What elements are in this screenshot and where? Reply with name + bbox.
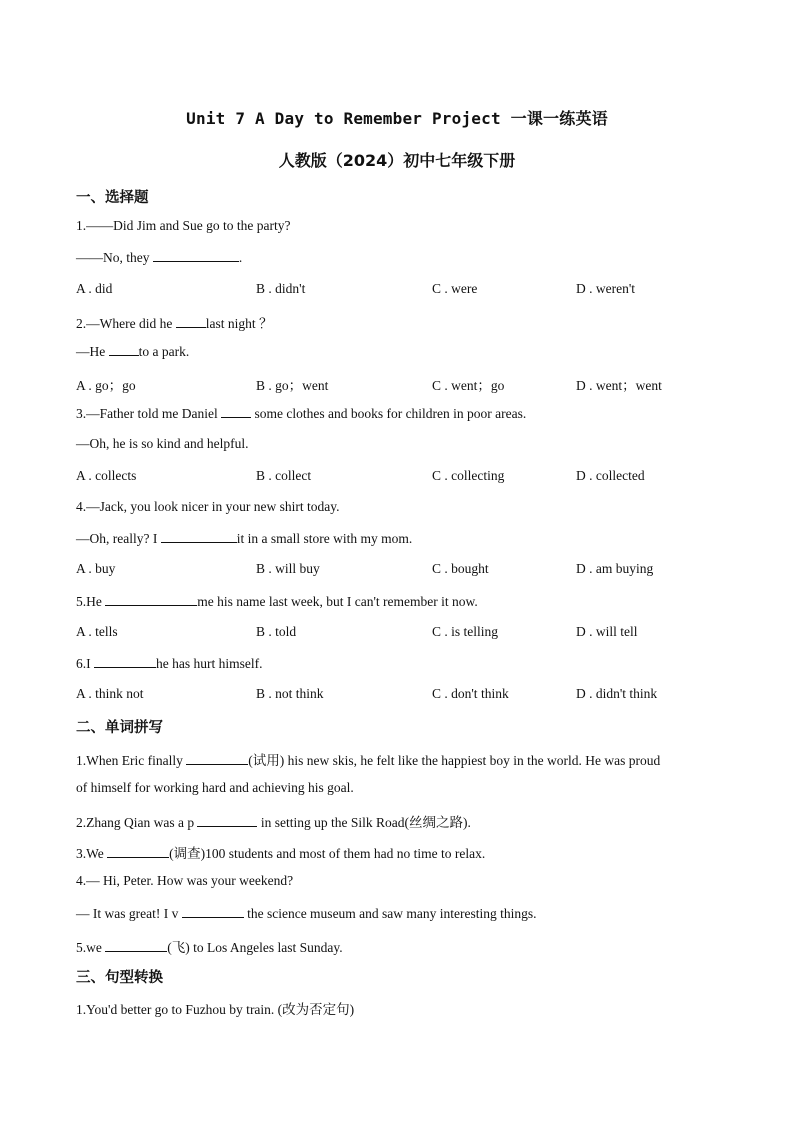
question-6-option-c[interactable]: C . don't think [432,686,509,701]
question-5-option-a[interactable]: A . tells [76,624,118,639]
question-2-option-a[interactable]: A . go；go [76,378,136,393]
question-1-option-a[interactable]: A . did [76,281,113,296]
transform-1: 1.You'd better go to Fuzhou by train. (改为否定句) [76,1002,355,1017]
section-heading-spelling: 二、单词拼写 [76,720,163,736]
question-1-option-b[interactable]: B . didn't [256,281,306,296]
spelling-4-question: 4.— Hi, Peter. How was your weekend? [76,873,294,888]
question-4-answer-line: —Oh, really? I it in a small store with my mom. [76,531,413,546]
answer-blank[interactable] [107,845,169,858]
section-heading-multiple-choice: 一、选择题 [76,190,149,206]
question-5-option-c[interactable]: C . is telling [432,624,499,639]
question-1-option-c[interactable]: C . were [432,281,478,296]
question-6-option-a[interactable]: A . think not [76,686,144,701]
question-2-stem: 2.—Where did he last night ？ [76,316,273,331]
spelling-4-answer: — It was great! I v the science museum and saw many interesting things. [76,906,537,921]
question-3-option-c[interactable]: C . collecting [432,468,505,483]
answer-blank[interactable] [182,905,244,918]
question-1-answer-line: ——No, they . [76,250,243,265]
question-3-reply: —Oh, he is so kind and helpful. [76,436,249,451]
question-4-option-d[interactable]: D . am buying [576,561,654,576]
section-heading-transformation: 三、句型转换 [76,970,163,986]
question-5-option-d[interactable]: D . will tell [576,624,638,639]
spelling-3: 3.We (调查)100 students and most of them had no time to relax. [76,846,486,861]
question-1-option-d[interactable]: D . weren't [576,281,636,296]
question-4-option-b[interactable]: B . will buy [256,561,320,576]
question-5-option-b[interactable]: B . told [256,624,297,639]
answer-blank[interactable] [94,655,156,668]
answer-blank[interactable] [109,343,139,356]
spelling-2: 2.Zhang Qian was a p in setting up the Silk Road(丝绸之路). [76,815,471,830]
question-3-option-d[interactable]: D . collected [576,468,645,483]
worksheet-subtitle: 人教版（2024）初中七年级下册 [278,151,516,170]
answer-blank[interactable] [105,939,167,952]
question-6-stem: 6.I he has hurt himself. [76,656,263,671]
question-3-option-a[interactable]: A . collects [76,468,137,483]
question-2-option-c[interactable]: C . went；go [432,378,505,393]
question-3-stem: 3.—Father told me Daniel some clothes and books for children in poor areas. [76,406,527,421]
question-1-stem: 1.——Did Jim and Sue go to the party? [76,218,291,233]
answer-blank[interactable] [153,249,239,262]
question-2-option-d[interactable]: D . went；went [576,378,662,393]
answer-blank[interactable] [221,405,251,418]
spelling-1-line-2: of himself for working hard and achieving his goal. [76,780,354,795]
question-5-stem: 5.He me his name last week, but I can't remember it now. [76,594,478,609]
answer-blank[interactable] [186,752,248,765]
spelling-5: 5.we (飞) to Los Angeles last Sunday. [76,940,343,955]
answer-blank[interactable] [197,814,257,827]
question-3-option-b[interactable]: B . collect [256,468,312,483]
spelling-1-line-1: 1.When Eric finally (试用) his new skis, he felt like the happiest boy in the world. He was proud [76,753,661,768]
worksheet-title: Unit 7 A Day to Remember Project 一课一练英语 [186,109,608,128]
question-2-answer-line: —He to a park. [76,344,190,359]
answer-blank[interactable] [176,315,206,328]
question-6-option-d[interactable]: D . didn't think [576,686,658,701]
question-4-option-c[interactable]: C . bought [432,561,489,576]
question-4-stem: 4.—Jack, you look nicer in your new shirt today. [76,499,340,514]
question-4-option-a[interactable]: A . buy [76,561,116,576]
answer-blank[interactable] [105,593,197,606]
question-2-option-b[interactable]: B . go；went [256,378,329,393]
question-6-option-b[interactable]: B . not think [256,686,324,701]
answer-blank[interactable] [161,530,237,543]
